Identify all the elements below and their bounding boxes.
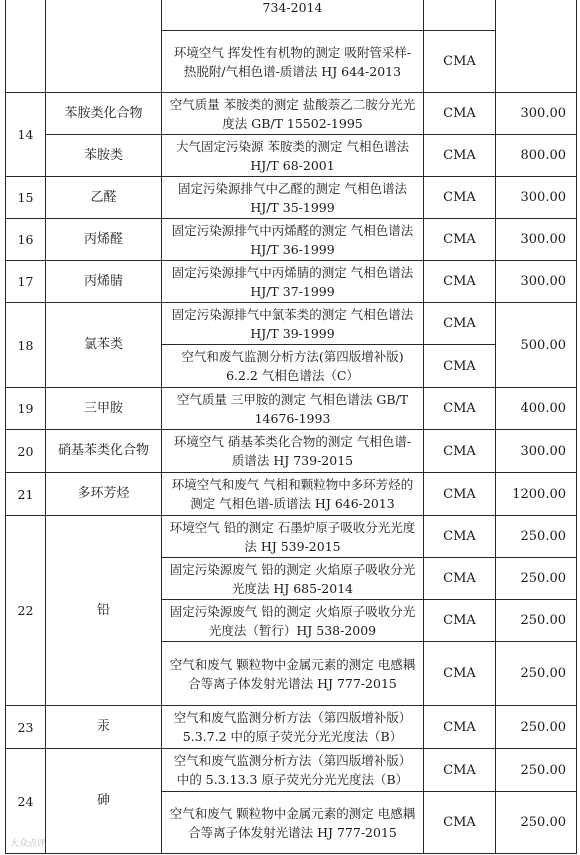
price-cell: 250.00 [496, 558, 577, 600]
method-cell: 固定污染源排气中乙醛的测定 气相色谱法 HJ/T 35-1999 [162, 177, 424, 219]
qualification-cell: CMA [424, 473, 496, 516]
qualification-cell: CMA [424, 345, 496, 388]
qualification-cell [424, 0, 496, 31]
index-cell: 21 [6, 473, 46, 516]
method-cell: 空气质量 三甲胺的测定 气相色谱法 GB/T 14676-1993 [162, 388, 424, 430]
item-name-cell: 丙烯腈 [46, 261, 162, 303]
method-cell: 环境空气 铅的测定 石墨炉原子吸收分光光度法 HJ 539-2015 [162, 516, 424, 558]
item-name-cell: 汞 [46, 706, 162, 749]
item-name-cell: 砷 [46, 749, 162, 854]
qualification-cell: CMA [424, 792, 496, 854]
qualification-cell: CMA [424, 516, 496, 558]
index-cell: 15 [6, 177, 46, 219]
method-cell: 环境空气和废气 气相和颗粒物中多环芳烃的测定 气相色谱-质谱法 HJ 646-2013 [162, 473, 424, 516]
index-cell: 20 [6, 430, 46, 473]
item-name-cell: 硝基苯类化合物 [46, 430, 162, 473]
table-row [6, 261, 577, 303]
table-row [6, 473, 577, 516]
table-row [6, 93, 577, 135]
table-row [6, 430, 577, 473]
price-cell: 300.00 [496, 430, 577, 473]
item-name-cell: 多环芳烃 [46, 473, 162, 516]
index-cell [6, 0, 46, 93]
index-cell: 14 [6, 93, 46, 177]
price-cell: 500.00 [496, 303, 577, 388]
table-row [6, 0, 577, 31]
price-cell: 300.00 [496, 93, 577, 135]
qualification-cell: CMA [424, 219, 496, 261]
qualification-cell: CMA [424, 261, 496, 303]
method-cell: 固定污染源排气中丙烯腈的测定 气相色谱法 HJ/T 37-1999 [162, 261, 424, 303]
watermark-logo: 大众点评 [10, 839, 47, 849]
method-cell: 环境空气 挥发性有机物的测定 吸附管采样-热脱附/气相色谱-质谱法 HJ 644-2013 [162, 31, 424, 93]
table-row [6, 135, 577, 177]
item-name-cell: 氯苯类 [46, 303, 162, 388]
table-row [6, 303, 577, 345]
method-cell: 空气和废气监测分析方法（第四版增补版）5.3.7.2 中的原子荧光分光光度法（B） [162, 706, 424, 749]
qualification-cell: CMA [424, 642, 496, 706]
method-cell: 固定污染源废气 铅的测定 火焰原子吸收分光光度法 HJ 685-2014 [162, 558, 424, 600]
price-cell [496, 0, 577, 93]
price-cell: 300.00 [496, 219, 577, 261]
index-cell: 19 [6, 388, 46, 430]
index-cell: 18 [6, 303, 46, 388]
qualification-cell: CMA [424, 135, 496, 177]
index-cell: 16 [6, 219, 46, 261]
method-cell: 空气和废气 颗粒物中金属元素的测定 电感耦合等离子体发射光谱法 HJ 777-2015 [162, 642, 424, 706]
method-cell: 734-2014 [162, 0, 424, 31]
method-cell: 空气和废气监测分析方法(第四版增补版) 6.2.2 气相色谱法（C） [162, 345, 424, 388]
method-cell: 空气质量 苯胺类的测定 盐酸萘乙二胺分光光度法 GB/T 15502-1995 [162, 93, 424, 135]
method-cell: 固定污染源排气中氯苯类的测定 气相色谱法 HJ/T 39-1999 [162, 303, 424, 345]
table-row [6, 219, 577, 261]
method-cell: 空气和废气 颗粒物中金属元素的测定 电感耦合等离子体发射光谱法 HJ 777-2015 [162, 792, 424, 854]
item-name-cell: 三甲胺 [46, 388, 162, 430]
index-cell: 24 [6, 749, 46, 854]
table-row [6, 388, 577, 430]
price-cell: 1200.00 [496, 473, 577, 516]
item-name-cell: 丙烯醛 [46, 219, 162, 261]
method-cell: 固定污染源废气 铅的测定 火焰原子吸收分光光度法（暂行）HJ 538-2009 [162, 600, 424, 642]
item-name-cell: 乙醛 [46, 177, 162, 219]
item-name-cell: 苯胺类化合物 [46, 93, 162, 135]
price-cell: 400.00 [496, 388, 577, 430]
item-name-cell: 苯胺类 [46, 135, 162, 177]
method-cell: 大气固定污染源 苯胺类的测定 气相色谱法 HJ/T 68-2001 [162, 135, 424, 177]
qualification-cell: CMA [424, 31, 496, 93]
index-cell: 17 [6, 261, 46, 303]
table-row [6, 706, 577, 749]
table-row [6, 177, 577, 219]
price-cell: 300.00 [496, 261, 577, 303]
qualification-cell: CMA [424, 749, 496, 792]
qualification-cell: CMA [424, 430, 496, 473]
table-row [6, 516, 577, 558]
qualification-cell: CMA [424, 177, 496, 219]
price-cell: 800.00 [496, 135, 577, 177]
price-cell: 250.00 [496, 642, 577, 706]
qualification-cell: CMA [424, 600, 496, 642]
index-cell: 22 [6, 516, 46, 706]
price-cell: 250.00 [496, 749, 577, 792]
qualification-cell: CMA [424, 388, 496, 430]
method-cell: 环境空气 硝基苯类化合物的测定 气相色谱-质谱法 HJ 739-2015 [162, 430, 424, 473]
item-name-cell: 铅 [46, 516, 162, 706]
index-cell: 23 [6, 706, 46, 749]
table-row [6, 749, 577, 792]
qualification-cell: CMA [424, 558, 496, 600]
price-table [5, 0, 577, 854]
method-cell: 固定污染源排气中丙烯醛的测定 气相色谱法 HJ/T 36-1999 [162, 219, 424, 261]
qualification-cell: CMA [424, 93, 496, 135]
item-name-cell [46, 0, 162, 93]
price-cell: 250.00 [496, 706, 577, 749]
qualification-cell: CMA [424, 303, 496, 345]
method-cell: 空气和废气监测分析方法（第四版增补版）中的 5.3.13.3 原子荧光分光光度法（B） [162, 749, 424, 792]
qualification-cell: CMA [424, 706, 496, 749]
price-cell: 300.00 [496, 177, 577, 219]
price-cell: 250.00 [496, 516, 577, 558]
price-cell: 250.00 [496, 600, 577, 642]
price-cell: 250.00 [496, 792, 577, 854]
